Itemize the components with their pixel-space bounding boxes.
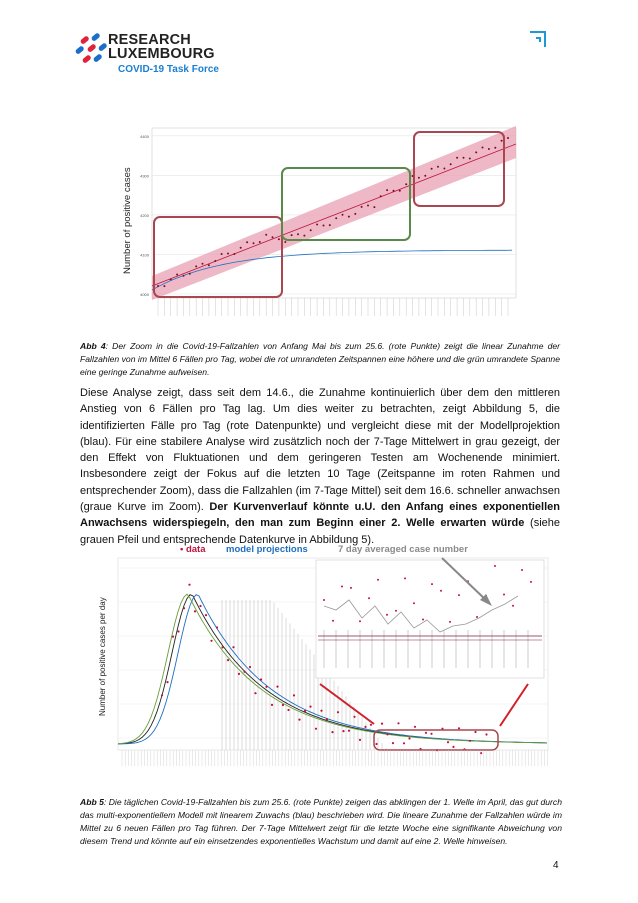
data-point	[291, 234, 293, 236]
data-point	[431, 168, 433, 170]
data-point	[507, 137, 509, 139]
inset-data-point	[494, 565, 496, 567]
data-point	[221, 253, 223, 255]
inset-data-point	[332, 620, 334, 622]
data-point	[227, 659, 229, 661]
data-point	[254, 692, 256, 694]
data-point	[450, 163, 452, 165]
data-point	[342, 214, 344, 216]
inset-data-point	[368, 597, 370, 599]
figure4-caption-label: Abb 4	[80, 341, 106, 351]
data-point	[210, 640, 212, 642]
data-point	[456, 157, 458, 159]
inset-data-point	[386, 614, 388, 616]
data-point	[315, 728, 317, 730]
data-point	[243, 671, 245, 673]
data-point	[316, 224, 318, 226]
data-point	[474, 731, 476, 733]
data-point	[364, 726, 366, 728]
data-point	[309, 706, 311, 708]
data-point	[342, 730, 344, 732]
data-point	[469, 740, 471, 742]
paragraph-part1: Diese Analyse zeigt, dass seit dem 14.6., die Zunahme kontinuierlich über dem den mittleren Anstieg von 6 Fällen pro Tag lag. Um dies weiter zu betrachten, zeigt Abbildung 5, die identifizierten Fälle pro Tag (rote Datenpunkte) und vergleicht diese mit der Modellprojektion (blau). Für eine stabilere Analyse wird zusätzlich noch der 7-Tage Mittelwert in grau gezeigt, der den Effekt von Fluktuationen und dem geringeren Testen am Wochenende minimiert. Insbesondere zeigt der Fokus auf die letzten 10 Tage (Zeitspanne im roten Rahmen und entsprechender Zoom), dass die Fallzahlen (im 7-Tage Mittel) seit dem 16.6. schneller anwachsen (graue Kurve im Zoom).	[80, 387, 560, 514]
data-point	[463, 157, 465, 159]
data-point	[188, 584, 190, 586]
figure5-plot-area	[118, 558, 548, 766]
inset-data-point	[431, 583, 433, 585]
org-name	[108, 33, 215, 61]
data-point	[259, 241, 261, 243]
data-point	[170, 278, 172, 280]
data-point	[183, 607, 185, 609]
data-point	[418, 177, 420, 179]
data-point	[414, 726, 416, 728]
y-tick-label: 4100	[140, 252, 149, 258]
data-point	[199, 605, 201, 607]
data-point	[177, 630, 179, 632]
data-point	[386, 733, 388, 735]
data-point	[381, 723, 383, 725]
figure5-ylabel: Number of positive cases per day	[98, 597, 107, 716]
data-point	[348, 216, 350, 218]
data-point	[298, 719, 300, 721]
data-point	[399, 190, 401, 192]
inset-data-point	[440, 590, 442, 592]
data-point	[403, 742, 405, 744]
data-point	[205, 614, 207, 616]
inset-data-point	[449, 621, 451, 623]
data-point	[240, 247, 242, 249]
org-name-line2: LUXEMBOURG	[108, 46, 215, 62]
paragraph-part2: (siehe grauen Pfeil und entsprechende Datenkurve in Abbildung 5).	[80, 517, 560, 546]
y-tick-label: 4300	[140, 173, 149, 179]
org-name-line1: RESEARCH	[108, 32, 191, 48]
data-point	[253, 242, 255, 244]
data-point	[337, 711, 339, 713]
legend-data: • data	[180, 544, 206, 555]
data-point	[323, 225, 325, 227]
data-point	[271, 704, 273, 706]
figure5-caption-text: : Die täglichen Covid-19-Fallzahlen bis zum 25.6. (rote Punkte) zeigen das abklingen der 1. Welle im April, das gut durch das multi-exponentiellem Modell mit linearem Zuwachs (blau) beschrieben wird. Die lineare Zunahme der Fallzahlen würde im Mittel zu 6 neuen Fällen pro Tag führen. Der 7-Tage Mittelwert zeigt für die letzte Woche eine signifikante Abweichung von diesem Trend und könnte auf ein einsetzendes exponentielles Wachstum und damit auf eine 2. Welle hinweisen.	[80, 797, 562, 846]
data-point	[202, 263, 204, 265]
inset-data-point	[521, 569, 523, 571]
data-point	[458, 727, 460, 729]
data-point	[430, 733, 432, 735]
data-point	[157, 285, 159, 287]
inset-data-point	[512, 605, 514, 607]
data-point	[488, 148, 490, 150]
data-point	[216, 626, 218, 628]
data-point	[214, 260, 216, 262]
inset-data-point	[350, 587, 352, 589]
data-point	[278, 238, 280, 240]
data-point	[227, 253, 229, 255]
inset-data-point	[341, 586, 343, 588]
data-point	[392, 742, 394, 744]
data-point	[246, 241, 248, 243]
data-point	[287, 709, 289, 711]
figure4-plot-area	[140, 126, 516, 316]
data-point	[348, 730, 350, 732]
data-point	[485, 733, 487, 735]
data-point	[161, 694, 163, 696]
data-point	[282, 704, 284, 706]
data-point	[335, 217, 337, 219]
data-point	[375, 743, 377, 745]
data-point	[482, 147, 484, 149]
y-tick-label: 4200	[140, 212, 149, 218]
page-number: 4	[553, 860, 559, 871]
data-point	[370, 724, 372, 726]
data-point	[326, 718, 328, 720]
figure5-caption-label: Abb 5	[80, 797, 104, 807]
data-point	[353, 716, 355, 718]
data-point	[208, 264, 210, 266]
data-point	[373, 206, 375, 208]
legend-model: model projections	[226, 544, 308, 555]
data-point	[303, 235, 305, 237]
data-point	[272, 236, 274, 238]
data-point	[194, 610, 196, 612]
data-point	[475, 151, 477, 153]
y-tick-label: 4000	[140, 292, 149, 297]
data-point	[163, 285, 165, 287]
inset-data-point	[359, 620, 361, 622]
figure5-chart	[92, 540, 552, 778]
data-point	[397, 722, 399, 724]
data-point	[310, 229, 312, 231]
inset-data-point	[422, 619, 424, 621]
legend-avg: 7 day averaged case number	[338, 544, 468, 555]
data-point	[265, 234, 267, 236]
data-point	[354, 213, 356, 215]
inset-data-point	[458, 594, 460, 596]
data-point	[380, 195, 382, 197]
zoom-inset	[316, 560, 544, 678]
data-point	[320, 710, 322, 712]
data-point	[367, 205, 369, 207]
data-point	[393, 190, 395, 192]
inset-data-point	[404, 577, 406, 579]
figure4-caption-text: : Der Zoom in die Covid-19-Fallzahlen von Anfang Mai bis zum 25.6. (rote Punkte) zeigt die linear Zunahme der Fallzahlen von im Mittel 6 Fällen pro Tag, wobei die rot umrandeten Zeitspannen eine höhere und die grün umrandete Spanne eine geringe Zunahme aufweisen.	[80, 341, 561, 377]
inset-data-point	[413, 602, 415, 604]
data-point	[452, 746, 454, 748]
data-point	[361, 206, 363, 208]
data-point	[424, 175, 426, 177]
data-point	[195, 265, 197, 267]
data-point	[386, 189, 388, 191]
paragraph-bold: Der Kurvenverlauf könnte u.U. den Anfang eines exponentiellen Anwachsens widerspiegeln, den man zum Beginn einer 2. Welle erwarten würde	[80, 501, 561, 530]
data-point	[189, 273, 191, 275]
data-point	[249, 666, 251, 668]
figure5-caption	[80, 796, 562, 848]
figure4-chart	[118, 122, 528, 334]
data-point	[425, 732, 427, 734]
data-point	[176, 274, 178, 276]
data-point	[221, 646, 223, 648]
data-point	[183, 275, 185, 277]
inset-data-point	[503, 594, 505, 596]
inset-data-point	[377, 579, 379, 581]
data-point	[501, 140, 503, 142]
data-point	[447, 741, 449, 743]
figure4-ylabel: Number of positive cases	[122, 167, 133, 274]
inset-data-point	[323, 599, 325, 601]
data-point	[331, 731, 333, 733]
data-point	[359, 739, 361, 741]
inset-data-point	[395, 610, 397, 612]
data-point	[405, 183, 407, 185]
data-point	[265, 686, 267, 688]
data-point	[304, 710, 306, 712]
figure4-caption	[80, 340, 560, 379]
task-force-label: COVID-19 Task Force	[118, 64, 219, 75]
data-point	[297, 233, 299, 235]
data-point	[172, 636, 174, 638]
data-point	[469, 158, 471, 160]
data-point	[276, 686, 278, 688]
data-point	[443, 168, 445, 170]
y-tick-label: 4400	[140, 133, 149, 139]
data-point	[238, 673, 240, 675]
data-point	[293, 694, 295, 696]
data-point	[232, 646, 234, 648]
inset-data-point	[530, 581, 532, 583]
data-point	[408, 737, 410, 739]
data-point	[329, 224, 331, 226]
data-point	[260, 678, 262, 680]
data-point	[166, 681, 168, 683]
inset-data-point	[476, 616, 478, 618]
data-point	[233, 253, 235, 255]
body-paragraph	[80, 385, 560, 548]
data-point	[284, 241, 286, 243]
data-point	[437, 166, 439, 168]
data-point	[494, 147, 496, 149]
corner-mark-icon	[527, 26, 551, 50]
